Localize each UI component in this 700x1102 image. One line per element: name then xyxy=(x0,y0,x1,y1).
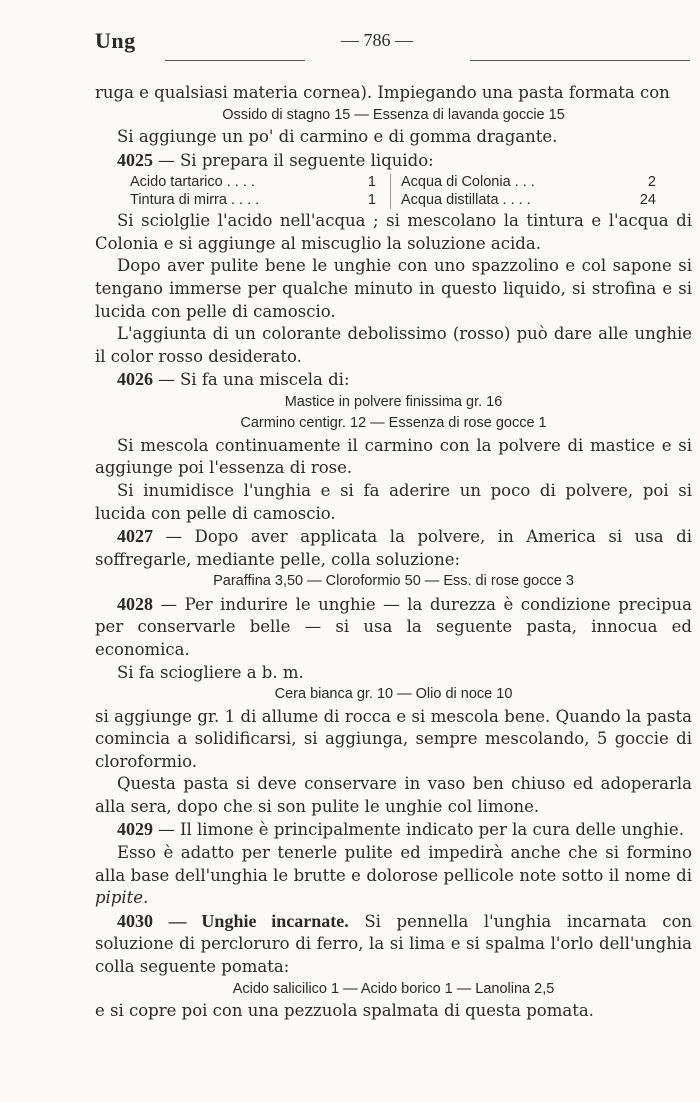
recipe-text: — Il limone è principalmente indicato per la cura delle unghie. xyxy=(158,820,684,840)
ingredient-qty: 1 xyxy=(367,174,376,191)
recipe-text: — Dopo aver applicata la polvere, in America si usa di soffregarle, mediante pelle, colla soluzione: xyxy=(95,527,692,569)
paragraph: Si mescola continuamente il carmino con la polvere di mastice e si aggiunge poi l'essenza di rose. xyxy=(95,435,692,478)
paragraph: Si inumidisce l'unghia e si fa aderire un poco di polvere, poi si lucida con pelle di camoscio. xyxy=(95,480,692,523)
paragraph: L'aggiunta di un colorante debolissimo (rosso) può dare alle unghie il color rosso desiderato. xyxy=(95,324,692,366)
formula-line: Ossido di stagno 15 — Essenza di lavanda goccie 15 xyxy=(222,106,565,123)
ingredient-qty: 1 xyxy=(367,191,376,208)
paragraph: Si aggiunge un po' di carmino e di gomma dragante. xyxy=(117,127,558,146)
paragraph-continuation: ruga e qualsiasi materia cornea). Impiegando una pasta formata con xyxy=(95,83,670,102)
recipe-text: — Per indurire le unghie — la durezza è condizione precipua per conservarle belle — si usa la seguente pasta, innocua ed economica. xyxy=(95,594,692,659)
paragraph-text: Esso è adatto per tenerle pulite ed impedirà anche che si formino alla base dell'unghia le brutte e dolorose pellicole note sotto il nome di xyxy=(95,843,692,885)
header-rule-left xyxy=(165,60,305,61)
recipe-number: 4026 xyxy=(117,369,153,390)
ingredient-name: Tintura di mirra . . . . xyxy=(130,191,260,208)
page-header xyxy=(95,26,690,60)
ingredient-qty: 2 xyxy=(647,174,656,191)
running-head: Ung xyxy=(95,28,136,53)
recipe-text: — Si prepara il seguente liquido: xyxy=(158,150,434,170)
recipe-number: 4025 xyxy=(117,149,153,170)
recipe-number: 4030 xyxy=(117,910,153,931)
recipe-4026 xyxy=(95,368,692,392)
formula-line: Acido salicilico 1 — Acido borico 1 — Lanolina 2,5 xyxy=(232,980,555,997)
ingredients-table xyxy=(130,174,692,209)
paragraph: Si fa sciogliere a b. m. xyxy=(117,662,304,682)
table-row xyxy=(130,192,692,210)
recipe-number: 4029 xyxy=(117,819,153,840)
recipe-4028 xyxy=(95,593,692,662)
recipe-4027 xyxy=(95,525,692,571)
ingredient-name: Acido tartarico . . . . xyxy=(130,174,255,191)
paragraph-continuation: e si copre poi con una pezzuola spalmata di questa pomata. xyxy=(95,1001,594,1021)
paragraph: Dopo aver pulite bene le unghie con uno spazzolino e col sapone si tengano immerse per qualche minuto in questo liquido, si strofina e si lucida con pelle di camoscio. xyxy=(95,256,692,321)
table-row xyxy=(130,174,692,192)
recipe-4030 xyxy=(95,910,692,979)
ingredient-qty: 24 xyxy=(639,191,656,208)
page-body xyxy=(95,82,692,1023)
formula-line: Carmino centigr. 12 — Essenza di rose gocce 1 xyxy=(240,415,547,432)
header-rule-right xyxy=(470,60,690,61)
ingredient-name: Acqua distillata . . . . xyxy=(401,191,531,208)
recipe-text: — Si fa una miscela di: xyxy=(158,370,350,390)
paragraph-continuation: si aggiunge gr. 1 di allume di rocca e si mescola bene. Quando la pasta comincia a solidificarsi, si aggiunga, sempre mescolando, 5 goccie di cloroformio. xyxy=(95,706,692,771)
recipe-heading: — Unghie incarnate. xyxy=(168,910,349,931)
formula-line: Mastice in polvere finissima gr. 16 xyxy=(284,393,503,410)
formula-line: Cera bianca gr. 10 — Olio di noce 10 xyxy=(274,686,513,703)
recipe-number: 4027 xyxy=(117,526,153,547)
ingredient-name: Acqua di Colonia . . . xyxy=(401,174,535,191)
italic-term: pipite. xyxy=(95,888,149,908)
recipe-number: 4028 xyxy=(117,593,153,614)
page-number: — 786 — xyxy=(341,30,413,50)
recipe-text: Si pennella l'unghia incarnata con soluzione di percloruro di ferro, la si lima e si spalma l'orlo dell'unghia colla seguente pomata: xyxy=(95,911,693,977)
formula-line: Paraffina 3,50 — Cloroformio 50 — Ess. di rose gocce 3 xyxy=(213,573,574,590)
paragraph: Questa pasta si deve conservare in vaso ben chiuso ed adoperarla alla sera, dopo che si son pulite le unghie col limone. xyxy=(95,774,692,816)
paragraph xyxy=(95,842,692,910)
recipe-4029 xyxy=(95,818,692,842)
paragraph: Si sciolglie l'acido nell'acqua ; si mescolano la tintura e l'acqua di Colonia e si aggiunge al miscuglio la soluzione acida. xyxy=(95,211,692,253)
recipe-4025 xyxy=(95,149,692,173)
